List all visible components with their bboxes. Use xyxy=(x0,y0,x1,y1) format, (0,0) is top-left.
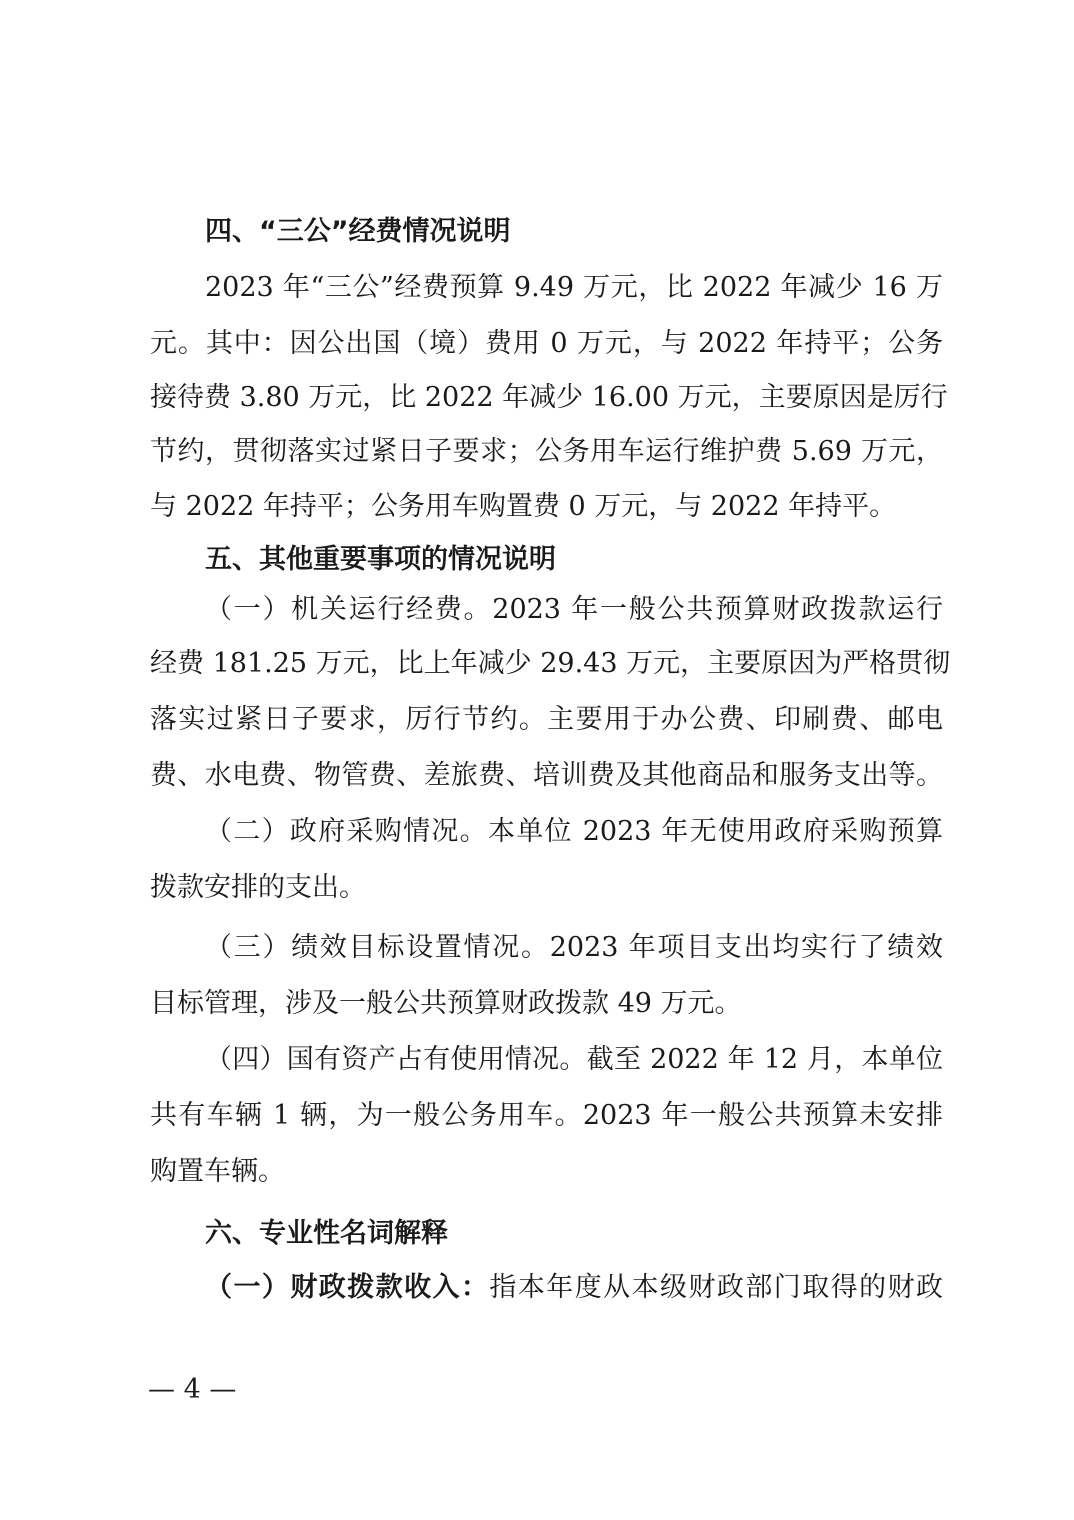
page-number: — 4 — xyxy=(148,1374,237,1405)
term-label: （一）财政拨款收入： xyxy=(205,1272,490,1303)
section-5-item-1-line: 费、水电费、物管费、差旅费、培训费及其他商品和服务支出等。 xyxy=(150,760,943,791)
section-4-paragraph-line: 接待费 3.80 万元，比 2022 年减少 16.00 万元，主要原因是厉行 xyxy=(150,382,948,413)
term-definition: 指本年度从本级财政部门取得的财政 xyxy=(489,1272,944,1303)
section-5-item-2-line: （二）政府采购情况。本单位 2023 年无使用政府采购预算 xyxy=(205,816,943,847)
section-5-item-3-line: （三）绩效目标设置情况。2023 年项目支出均实行了绩效 xyxy=(205,932,943,963)
section-5-heading: 五、其他重要事项的情况说明 xyxy=(205,544,556,575)
section-5-item-3-line: 目标管理，涉及一般公共预算财政拨款 49 万元。 xyxy=(150,988,742,1019)
section-5-item-4-line: 共有车辆 1 辆，为一般公务用车。2023 年一般公共预算未安排 xyxy=(150,1100,943,1131)
section-4-paragraph-line: 2023 年“三公”经费预算 9.49 万元，比 2022 年减少 16 万 xyxy=(205,272,943,303)
section-6-item-1-line xyxy=(205,1268,943,1308)
section-5-item-4-line: 购置车辆。 xyxy=(150,1156,285,1187)
section-5-item-1-line: 经费 181.25 万元，比上年减少 29.43 万元，主要原因为严格贯彻 xyxy=(150,648,951,679)
section-6-heading: 六、专业性名词解释 xyxy=(205,1218,448,1249)
section-5-item-2-line: 拨款安排的支出。 xyxy=(150,872,366,903)
section-5-item-1-line: （一）机关运行经费。2023 年一般公共预算财政拨款运行 xyxy=(205,594,943,625)
section-5-item-4-line: （四）国有资产占有使用情况。截至 2022 年 12 月，本单位 xyxy=(205,1044,943,1075)
section-4-paragraph-line: 节约，贯彻落实过紧日子要求；公务用车运行维护费 5.69 万元， xyxy=(150,436,943,467)
section-5-item-1-line: 落实过紧日子要求，厉行节约。主要用于办公费、印刷费、邮电 xyxy=(150,704,943,735)
section-4-heading: 四、“三公”经费情况说明 xyxy=(205,216,511,247)
section-4-paragraph-line: 元。其中：因公出国（境）费用 0 万元，与 2022 年持平；公务 xyxy=(150,328,943,359)
section-4-paragraph-line: 与 2022 年持平；公务用车购置费 0 万元，与 2022 年持平。 xyxy=(150,491,897,522)
